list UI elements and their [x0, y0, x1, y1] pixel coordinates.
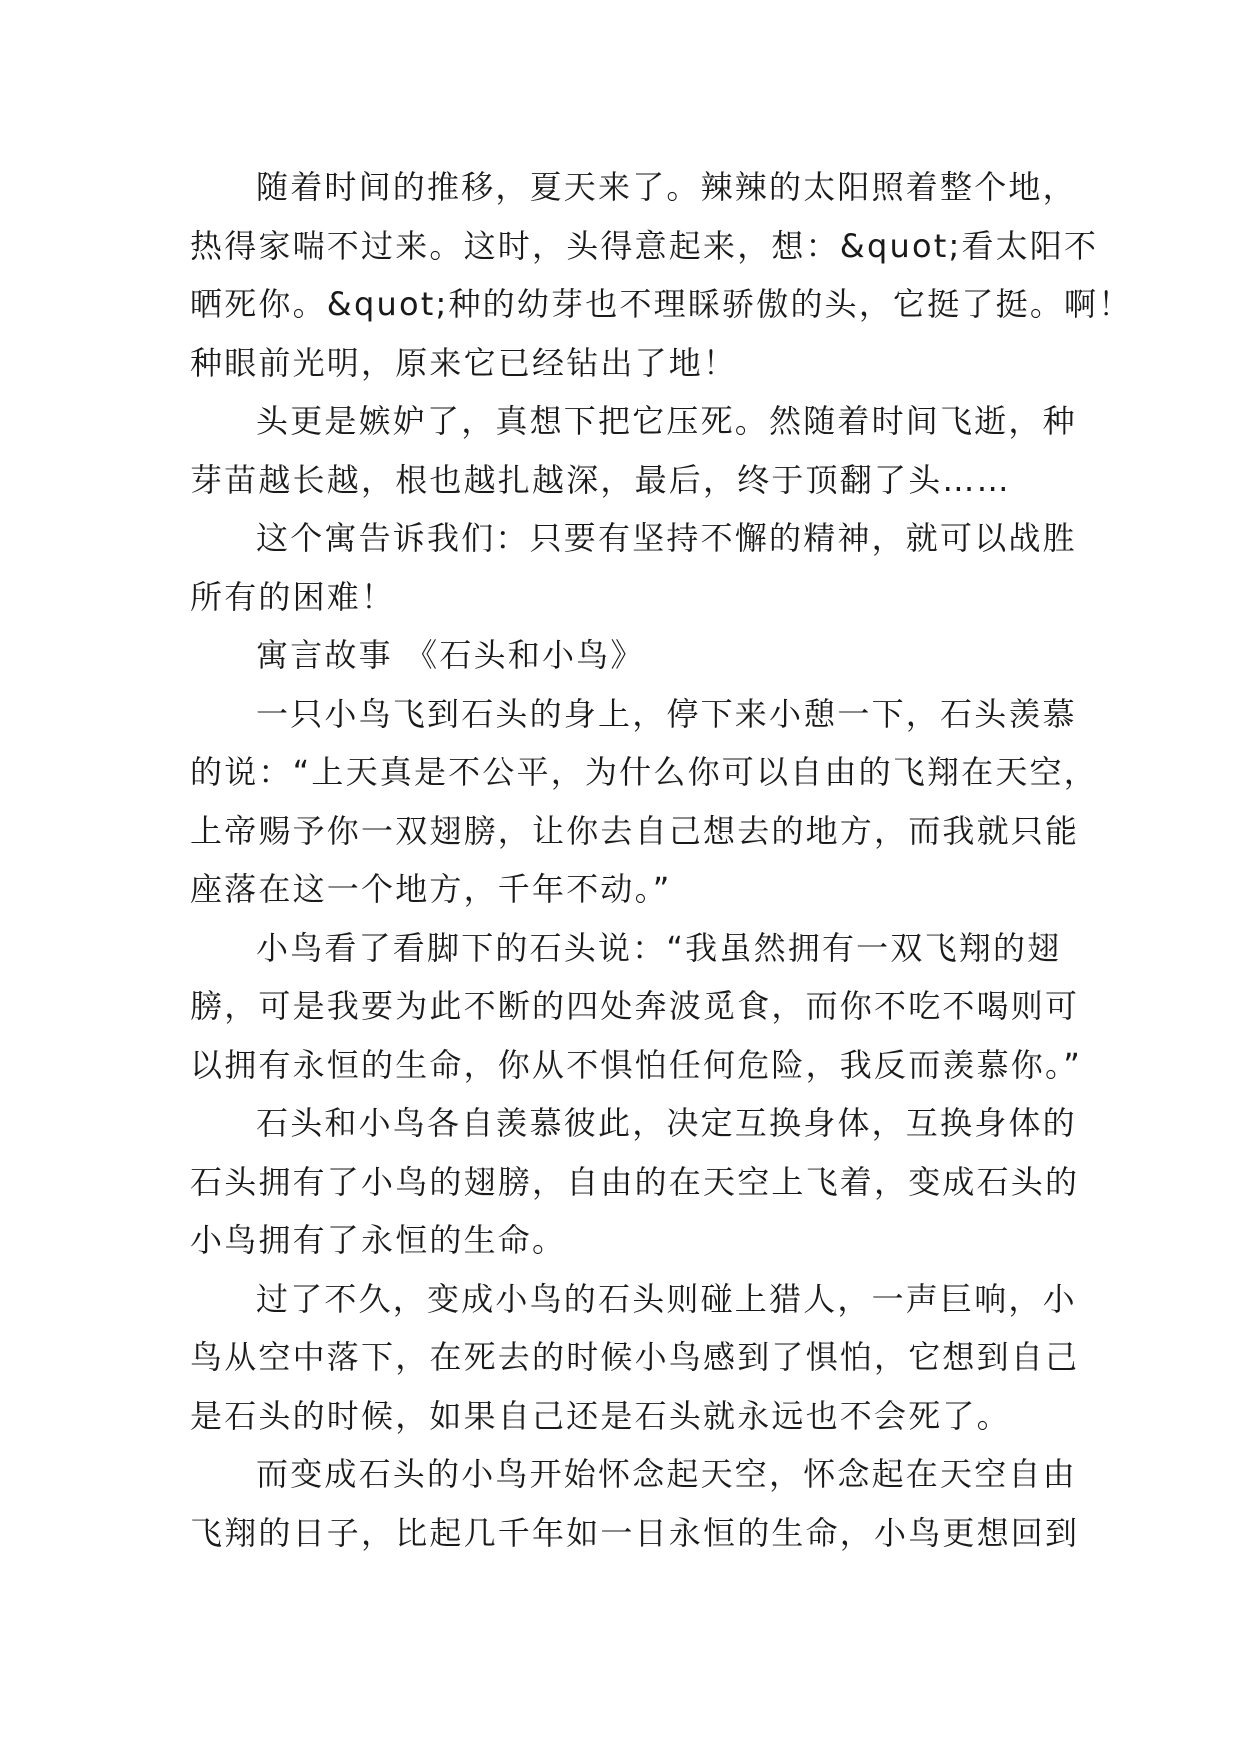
paragraph-hunter — [190, 1270, 1080, 1446]
text-line: 随着时间的推移，夏天来了。辣辣的太阳照着整个地， — [256, 168, 1077, 206]
text-line: 热得家喘不过来。这时，头得意起来，想：&quot;看太阳不 — [190, 226, 1099, 265]
document-body — [190, 158, 1133, 1562]
story-heading — [190, 626, 1060, 685]
text-line: 鸟从空中落下，在死去的时候小鸟感到了惧怕，它想到自己 — [190, 1338, 1080, 1376]
paragraph-longing — [190, 1445, 1080, 1562]
paragraph-summer — [190, 158, 1133, 392]
text-line: 头更是嫉妒了，真想下把它压死。然随着时间飞逝，种 — [256, 402, 1077, 440]
text-line: 的说：“上天真是不公平，为什么你可以自由的飞翔在天空， — [190, 753, 1098, 791]
text-line: 小鸟看了看脚下的石头说：“我虽然拥有一双飞翔的翅 — [256, 928, 1062, 967]
text-line: 寓言故事 《石头和小鸟》 — [256, 636, 645, 674]
text-line: 种眼前光明，原来它已经钻出了地！ — [190, 343, 738, 382]
text-line: 而变成石头的小鸟开始怀念起天空，怀念起在天空自由 — [256, 1455, 1077, 1493]
text-line: 芽苗越长越，根也越扎越深，最后，终于顶翻了头…… — [190, 460, 1011, 499]
text-line: 是石头的时候，如果自己还是石头就永远也不会死了。 — [190, 1396, 1011, 1435]
text-line: 小鸟拥有了永恒的生命。 — [190, 1221, 567, 1259]
text-line: 飞翔的日子，比起几千年如一日永恒的生命，小鸟更想回到 — [190, 1513, 1080, 1552]
text-line: 以拥有永恒的生命，你从不惧怕任何危险，我反而羡慕你。” — [190, 1045, 1082, 1084]
text-line: 一只小鸟飞到石头的身上，停下来小憩一下，石头羡慕 — [256, 694, 1077, 733]
text-line: 石头和小鸟各自羡慕彼此，决定互换身体，互换身体的 — [256, 1104, 1077, 1142]
paragraph-bird-reply — [190, 919, 1082, 1095]
text-line: 石头拥有了小鸟的翅膀，自由的在天空上飞着，变成石头的 — [190, 1162, 1080, 1201]
text-line: 上帝赐予你一双翅膀，让你去自己想去的地方，而我就只能 — [190, 811, 1080, 850]
text-line: 座落在这一个地方，千年不动。” — [190, 870, 672, 908]
text-line: 所有的困难！ — [190, 577, 396, 616]
text-line: 这个寓告诉我们：只要有坚持不懈的精神，就可以战胜 — [256, 519, 1077, 557]
paragraph-stone-envy — [190, 685, 1098, 919]
paragraph-jealous — [190, 392, 1077, 509]
paragraph-swap — [190, 1094, 1080, 1270]
text-line: 过了不久，变成小鸟的石头则碰上猎人，一声巨响，小 — [256, 1279, 1077, 1318]
paragraph-moral — [190, 509, 1077, 626]
text-line: 膀，可是我要为此不断的四处奔波觅食，而你不吃不喝则可 — [190, 987, 1080, 1025]
text-line: 晒死你。&quot;种的幼芽也不理睬骄傲的头，它挺了挺。啊！ — [190, 285, 1133, 323]
